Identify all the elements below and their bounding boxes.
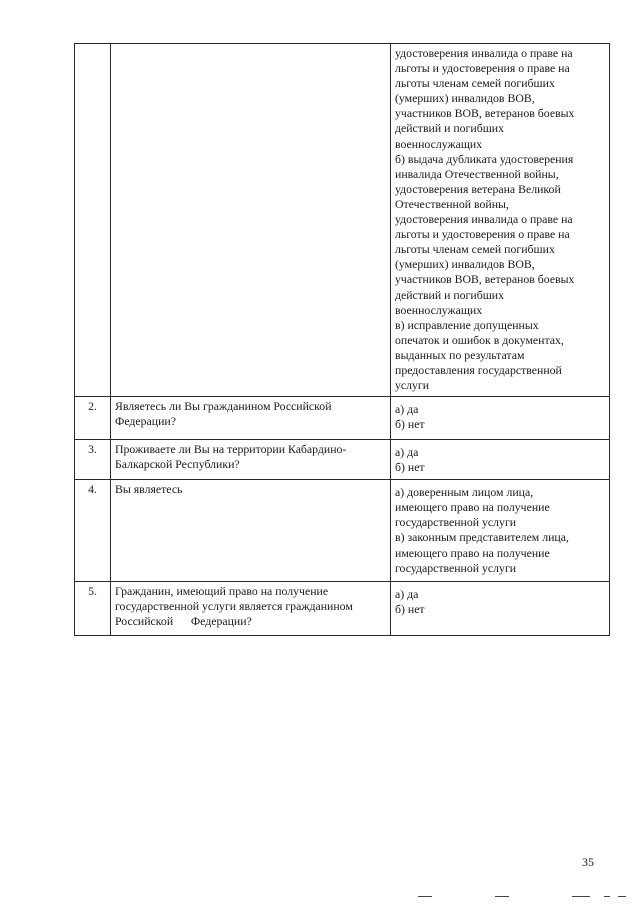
row-number bbox=[75, 44, 111, 397]
answer-line: льготы и удостоверения о праве на bbox=[395, 227, 570, 242]
answer-line: участников ВОВ, ветеранов боевых bbox=[395, 106, 575, 121]
answer-line: услуги bbox=[395, 378, 430, 393]
question-line: Балкарской Республики? bbox=[115, 457, 240, 472]
answer-line: б) нет bbox=[395, 417, 425, 432]
answer-line: имеющего право на получение bbox=[395, 545, 550, 560]
question-cell bbox=[111, 440, 391, 480]
question-line: государственной услуги является гражданином bbox=[115, 599, 353, 614]
answer-line: действий и погибших bbox=[395, 121, 505, 136]
table-row bbox=[75, 480, 610, 582]
answer-line: действий и погибших bbox=[395, 287, 505, 302]
table-row bbox=[75, 397, 610, 440]
scan-artifact bbox=[495, 896, 509, 897]
answer-line: имеющего право на получение bbox=[395, 500, 550, 515]
table-row bbox=[75, 582, 610, 636]
services-table bbox=[74, 43, 610, 636]
row-number: 4. bbox=[75, 480, 111, 582]
page-number: 35 bbox=[582, 855, 594, 869]
answer-line: в) исправление допущенных bbox=[395, 317, 539, 332]
table-row bbox=[75, 440, 610, 480]
answer-line: льготы членам семей погибших bbox=[395, 76, 555, 91]
answer-line: удостоверения ветерана Великой bbox=[395, 181, 561, 196]
table-row bbox=[75, 44, 610, 397]
answer-line: а) да bbox=[395, 587, 419, 602]
question-cell bbox=[111, 44, 391, 397]
question-line: Проживаете ли Вы на территории Кабардино- bbox=[115, 442, 347, 457]
answer-cell bbox=[391, 440, 610, 480]
question-line: Являетесь ли Вы гражданином Российской bbox=[115, 399, 332, 414]
scan-artifact bbox=[618, 896, 626, 897]
answer-line: выданных по результатам bbox=[395, 347, 525, 362]
answer-line: государственной услуги bbox=[395, 515, 517, 530]
row-number: 5. bbox=[75, 582, 111, 636]
row-number: 2. bbox=[75, 397, 111, 440]
scan-artifact bbox=[604, 896, 610, 897]
answer-line: а) да bbox=[395, 445, 419, 460]
answer-line: военнослужащих bbox=[395, 136, 483, 151]
answer-line: в) законным представителем лица, bbox=[395, 530, 569, 545]
answer-line: б) нет bbox=[395, 602, 425, 617]
answer-line: удостоверения инвалида о праве на bbox=[395, 212, 573, 227]
answer-cell bbox=[391, 480, 610, 582]
answer-line: льготы и удостоверения о праве на bbox=[395, 61, 570, 76]
answer-line: удостоверения инвалида о праве на bbox=[395, 46, 573, 60]
answer-line: а) да bbox=[395, 402, 419, 417]
answer-cell bbox=[391, 582, 610, 636]
answer-line: льготы членам семей погибших bbox=[395, 242, 555, 257]
scan-artifact bbox=[418, 896, 432, 897]
answer-cell bbox=[391, 44, 610, 397]
question-cell bbox=[111, 397, 391, 440]
answer-line: а) доверенным лицом лица, bbox=[395, 485, 534, 500]
scan-artifact bbox=[572, 896, 590, 897]
answer-line: военнослужащих bbox=[395, 302, 483, 317]
answer-line: б) нет bbox=[395, 460, 425, 475]
question-cell bbox=[111, 582, 391, 636]
question-cell bbox=[111, 480, 391, 582]
question-line: Федерации? bbox=[115, 414, 176, 429]
row-number: 3. bbox=[75, 440, 111, 480]
answer-line: предоставления государственной bbox=[395, 362, 562, 377]
answer-line: опечаток и ошибок в документах, bbox=[395, 332, 564, 347]
answer-line: Отечественной войны, bbox=[395, 196, 509, 211]
answer-line: б) выдача дубликата удостоверения bbox=[395, 151, 574, 166]
answer-cell bbox=[391, 397, 610, 440]
answer-line: (умерших) инвалидов ВОВ, bbox=[395, 91, 535, 106]
answer-line: (умерших) инвалидов ВОВ, bbox=[395, 257, 535, 272]
question-line: Российской Федерации? bbox=[115, 614, 252, 629]
question-line: Вы являетесь bbox=[115, 482, 183, 497]
answer-line: инвалида Отечественной войны, bbox=[395, 166, 559, 181]
answer-line: государственной услуги bbox=[395, 560, 517, 575]
answer-line: участников ВОВ, ветеранов боевых bbox=[395, 272, 575, 287]
question-line: Гражданин, имеющий право на получение bbox=[115, 584, 329, 599]
